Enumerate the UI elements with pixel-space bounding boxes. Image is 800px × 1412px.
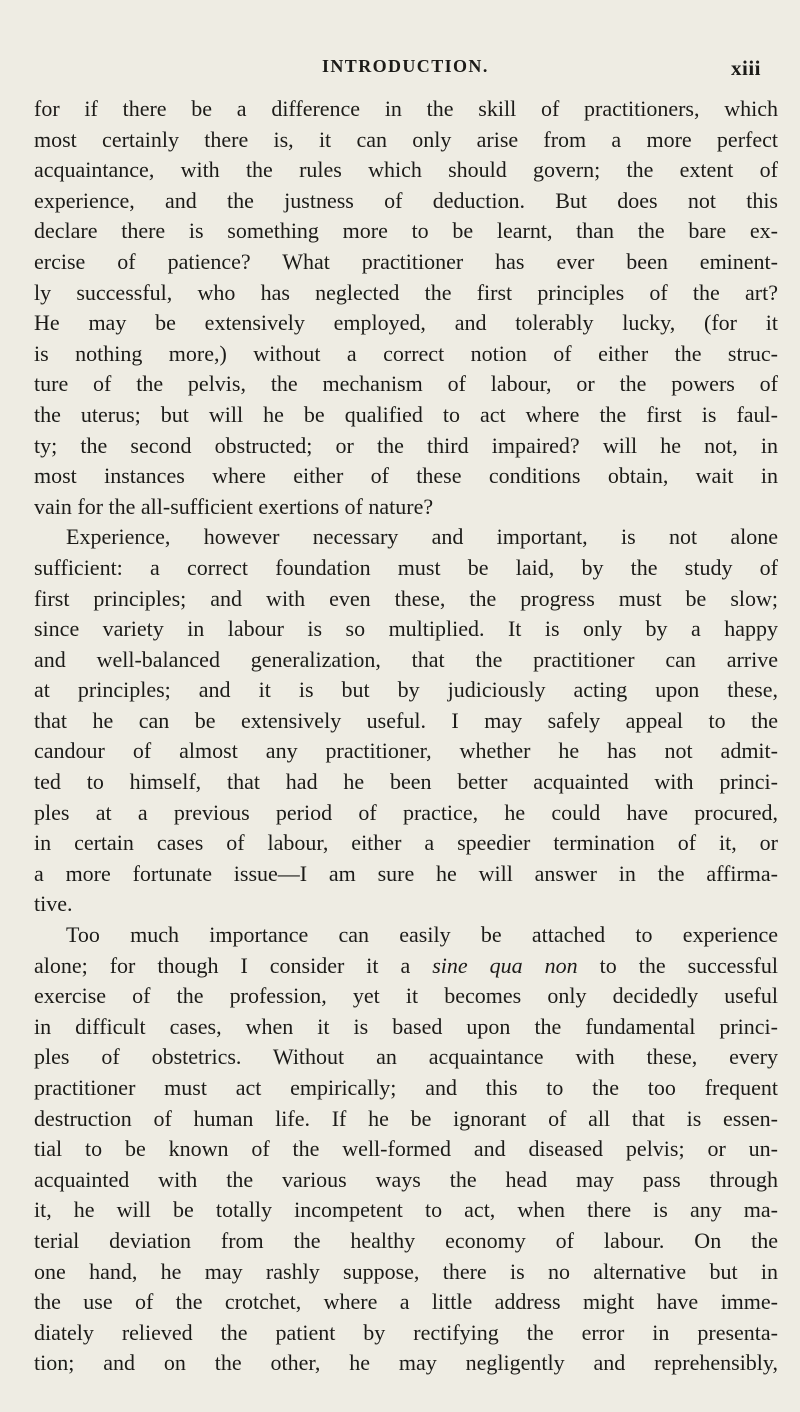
text-line: a more fortunate issue—I am sure he will answer in the affirma-: [34, 860, 778, 886]
text-line: and well-balanced generalization, that the practitioner can arrive: [34, 646, 778, 672]
text-line: tial to be known of the well-formed and diseased pelvis; or un-: [34, 1136, 778, 1162]
running-head: [0, 56, 800, 86]
text-line: the use of the crotchet, where a little address might have imme-: [34, 1289, 778, 1315]
text-line: ples at a previous period of practice, he could have procured,: [34, 799, 778, 825]
text-line: tive.: [34, 891, 73, 917]
text-line: alone; for though I consider it a sine qua non to the successful: [34, 952, 778, 978]
text-line: vain for the all-sufficient exertions of nature?: [34, 493, 434, 519]
text-line: first principles; and with even these, the progress must be slow;: [34, 585, 778, 611]
page-number: xiii: [731, 56, 762, 80]
text-line: diately relieved the patient by rectifying the error in presenta-: [34, 1319, 778, 1345]
text-line: exercise of the profession, yet it becomes only decidedly useful: [34, 983, 778, 1009]
text-line: in difficult cases, when it is based upon the fundamental princi-: [34, 1013, 778, 1039]
text-line: most certainly there is, it can only arise from a more perfect: [34, 126, 778, 152]
text-line: ted to himself, that had he been better acquainted with princi-: [34, 769, 778, 795]
text-line: at principles; and it is but by judiciously acting upon these,: [34, 677, 778, 703]
text-line: candour of almost any practitioner, whether he has not admit-: [34, 738, 778, 764]
text-line: that he can be extensively useful. I may safely appeal to the: [34, 707, 778, 733]
text-line: ture of the pelvis, the mechanism of labour, or the powers of: [34, 371, 778, 397]
text-line: in certain cases of labour, either a speedier termination of it, or: [34, 830, 778, 856]
text-line: practitioner must act empirically; and this to the too frequent: [34, 1075, 778, 1100]
text-line: ercise of patience? What practitioner has ever been eminent-: [34, 248, 778, 274]
body-text: [34, 94, 778, 1379]
running-title: INTRODUCTION.: [322, 56, 489, 76]
text-line: ly successful, who has neglected the first principles of the art?: [34, 279, 778, 305]
text-line: the uterus; but will he be qualified to act where the first is faul-: [34, 401, 778, 427]
text-line: experience, and the justness of deduction. But does not this: [34, 187, 778, 213]
text-line: most instances where either of these conditions obtain, wait in: [34, 463, 778, 489]
text-line: one hand, he may rashly suppose, there is no alternative but in: [34, 1258, 778, 1284]
text-line: destruction of human life. If he be ignorant of all that is essen-: [34, 1105, 778, 1131]
text-line: tion; and on the other, he may negligently and reprehensibly,: [34, 1350, 778, 1376]
text-line: since variety in labour is so multiplied. It is only by a happy: [34, 616, 778, 642]
text-line: Experience, however necessary and important, is not alone: [66, 524, 778, 550]
text-line: acquaintance, with the rules which should govern; the extent of: [34, 157, 778, 183]
text-line: acquainted with the various ways the head may pass through: [34, 1166, 778, 1192]
text-line: it, he will be totally incompetent to act, when there is any ma-: [34, 1197, 778, 1223]
text-line: ples of obstetrics. Without an acquaintance with these, every: [34, 1044, 778, 1070]
italic-phrase: sine qua non: [432, 952, 578, 978]
text-line: terial deviation from the healthy economy of labour. On the: [34, 1227, 778, 1253]
text-line: He may be extensively employed, and tolerably lucky, (for it: [34, 310, 778, 336]
text-line: declare there is something more to be learnt, than the bare ex-: [34, 218, 778, 244]
text-line: ty; the second obstructed; or the third impaired? will he not, in: [34, 432, 778, 458]
text-line: Too much importance can easily be attached to experience: [66, 922, 778, 948]
text-line: sufficient: a correct foundation must be laid, by the study of: [34, 554, 778, 580]
text-line: for if there be a difference in the skill of practitioners, which: [34, 96, 778, 121]
text-line: is nothing more,) without a correct notion of either the struc-: [34, 340, 778, 366]
